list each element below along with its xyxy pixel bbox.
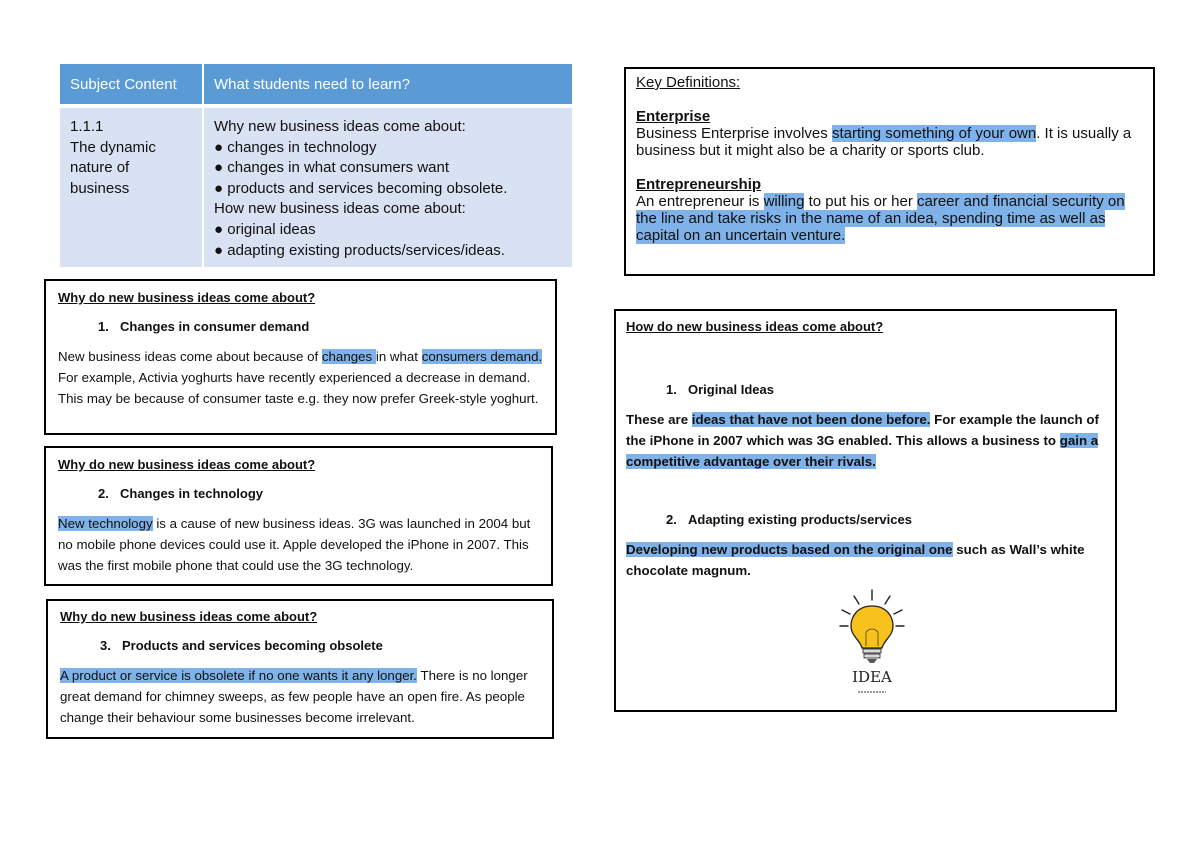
entrepreneurship-heading: Entrepreneurship xyxy=(636,176,762,193)
technology-box xyxy=(44,446,553,586)
box-heading: Why do new business ideas come about? xyxy=(58,290,316,305)
subheading-text: Adapting existing products/services xyxy=(688,512,912,527)
box-heading: Why do new business ideas come about? xyxy=(60,609,318,624)
subject-content-table xyxy=(60,64,572,267)
item-number: 2. xyxy=(98,486,109,501)
learn-line: ● changes in what consumers want xyxy=(214,159,450,177)
table-header-learn: What students need to learn? xyxy=(203,64,572,104)
learn-cell xyxy=(203,108,572,267)
text-run: . It is usually a business but it might also be a charity or sports club. xyxy=(636,125,1132,159)
highlight-run: A product or service is obsolete if no one wants it any longer. xyxy=(60,668,418,683)
text-run: An entrepreneur is xyxy=(636,193,764,210)
subject-topic-line: The dynamic xyxy=(70,138,156,156)
obsolete-box xyxy=(46,599,554,739)
item-number: 2. xyxy=(666,512,677,527)
subheading-text: Changes in consumer demand xyxy=(120,319,310,334)
box-heading: Why do new business ideas come about? xyxy=(58,457,316,472)
highlight-run: ideas that have not been done before. xyxy=(691,412,931,427)
highlight-run: New technology xyxy=(58,516,153,531)
table-header-row xyxy=(60,64,572,104)
subheading-text: Original Ideas xyxy=(688,382,774,397)
highlight-run: career and financial security on the line and take risks in the name of an idea, spending time as well as capital on an uncertain venture. xyxy=(636,193,1125,244)
key-definitions-box xyxy=(624,67,1155,276)
text-run: such as Wall’s white chocolate magnum. xyxy=(626,542,1085,578)
box-subheading xyxy=(666,382,1103,397)
enterprise-heading: Enterprise xyxy=(636,108,711,125)
table-row xyxy=(60,108,572,267)
box-subheading xyxy=(100,638,540,653)
entrepreneurship-definition xyxy=(636,193,1143,244)
subject-code: 1.1.1 xyxy=(70,118,104,135)
box-paragraph xyxy=(58,513,539,576)
learn-line: Why new business ideas come about: xyxy=(214,118,466,135)
highlight-run: consumers demand. xyxy=(421,349,543,364)
box-heading: How do new business ideas come about? xyxy=(626,319,884,334)
learn-line: ● adapting existing products/services/ideas. xyxy=(214,241,505,259)
box-paragraph xyxy=(626,539,1103,581)
item-number: 3. xyxy=(100,638,111,653)
text-run: For example, Activia yoghurts have recently experienced a decrease in demand. This may be because of consumer taste e.g. they now prefer Greek-style yoghurt. xyxy=(58,370,539,406)
subject-topic-line: nature of xyxy=(70,159,130,177)
subheading-text: Changes in technology xyxy=(120,486,264,501)
table-header-subject: Subject Content xyxy=(60,64,203,104)
box-subheading xyxy=(98,319,543,334)
subject-cell xyxy=(60,108,203,267)
highlight-run: gain a competitive advantage over their rivals. xyxy=(626,433,1099,469)
highlight-run: Developing new products based on the original one xyxy=(626,542,953,557)
text-run: There is no longer great demand for chimney sweeps, as few people have an open fire. As people change their behaviour some businesses become irrelevant. xyxy=(60,668,528,725)
learn-line: ● changes in technology xyxy=(214,138,377,156)
item-number: 1. xyxy=(666,382,677,397)
text-run: is a cause of new business ideas. 3G was launched in 2004 but no mobile phone devices could use it. Apple developed the iPhone in 2007. This was the first mobile phone that could use the 3G technology. xyxy=(58,516,531,573)
box-subheading xyxy=(98,486,539,501)
definitions-title: Key Definitions: xyxy=(636,74,741,91)
text-run: in what xyxy=(375,349,422,364)
text-run: For example the launch of the iPhone in 2007 which was 3G enabled. This allows a business to xyxy=(626,412,1099,448)
item-number: 1. xyxy=(98,319,109,334)
learn-line: ● original ideas xyxy=(214,220,316,238)
highlight-run: willing xyxy=(763,193,805,210)
learn-line: How new business ideas come about: xyxy=(214,200,466,218)
text-run: New business ideas come about because of xyxy=(58,349,322,364)
idea-label: IDEA xyxy=(852,668,892,686)
text-run: to put his or her xyxy=(804,193,917,210)
box-subheading xyxy=(666,512,1103,527)
subheading-text: Products and services becoming obsolete xyxy=(122,638,383,653)
text-run: These are xyxy=(626,412,692,427)
highlight-run: changes xyxy=(321,349,376,364)
consumer-demand-box xyxy=(44,279,557,435)
enterprise-definition xyxy=(636,125,1143,159)
box-paragraph xyxy=(60,665,540,728)
text-run: Business Enterprise involves xyxy=(636,125,832,142)
box-paragraph xyxy=(626,409,1103,472)
learn-line: ● products and services becoming obsolete. xyxy=(214,179,508,197)
subject-topic-line: business xyxy=(70,179,130,197)
box-paragraph xyxy=(58,346,543,409)
highlight-run: starting something of your own xyxy=(831,125,1037,142)
lightbulb-icon xyxy=(836,588,908,698)
